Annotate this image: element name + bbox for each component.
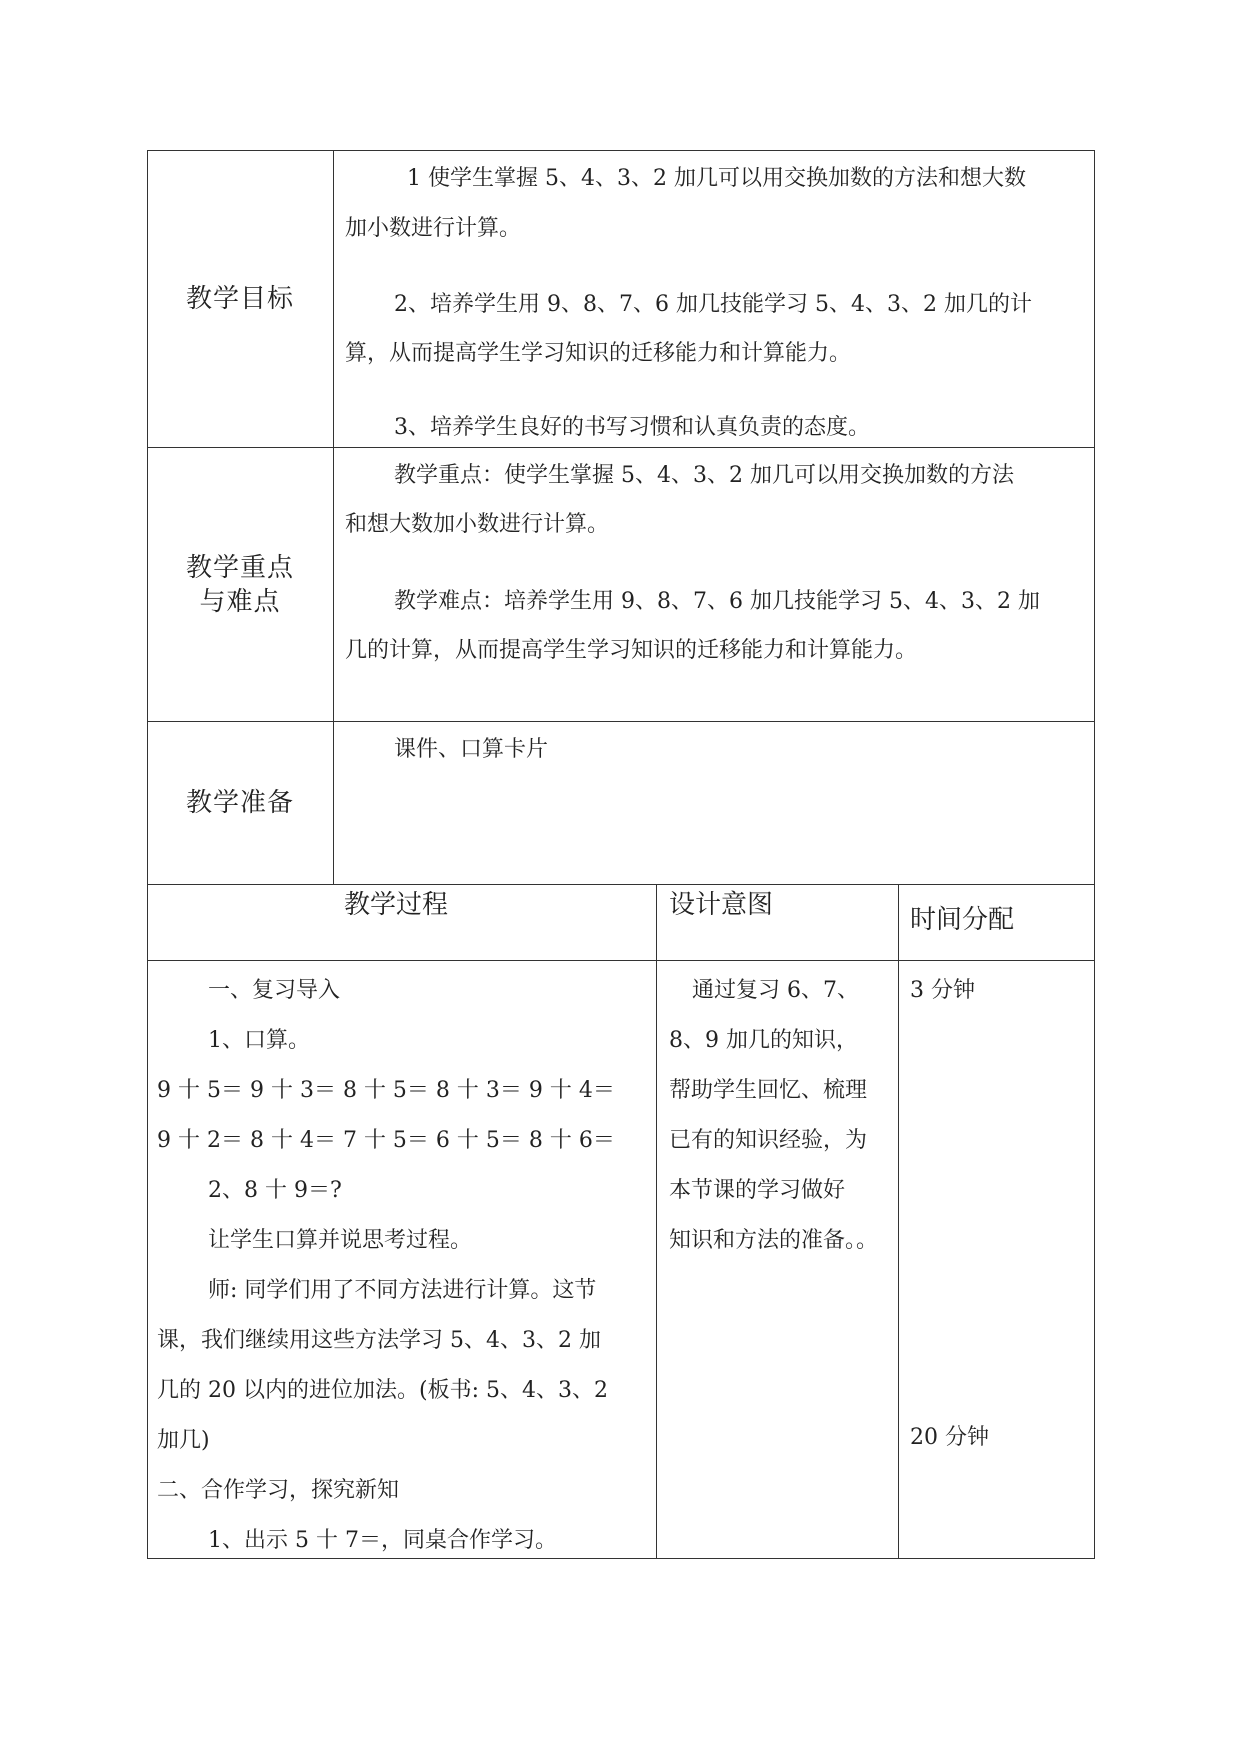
keypoint-line-1: 教学重点：使学生掌握 5、4、3、2 加几可以用交换加数的方法 (394, 463, 1014, 488)
process-line: 一、复习导入 (208, 978, 341, 1003)
process-line: 9 十 2＝ 8 十 4＝ 7 十 5＝ 6 十 5＝ 8 十 6＝ (157, 1128, 615, 1153)
label-column-divider (333, 150, 334, 885)
process-line: 二、合作学习，探究新知 (157, 1478, 400, 1503)
intent-line: 通过复习 6、7、 (692, 978, 859, 1003)
objective-line-5: 3、培养学生良好的书写习惯和认真负责的态度。 (394, 415, 870, 440)
process-line: 课，我们继续用这些方法学习 5、4、3、2 加 (157, 1328, 601, 1353)
intent-line: 已有的知识经验，为 (669, 1128, 868, 1153)
process-line: 让学生口算并说思考过程。 (208, 1228, 473, 1253)
intent-time-divider (898, 884, 899, 1559)
intent-line: 本节课的学习做好 (669, 1178, 846, 1203)
objective-line-3: 2、培养学生用 9、8、7、6 加几技能学习 5、4、3、2 加几的计 (394, 292, 1032, 317)
time-entry: 20 分钟 (910, 1425, 989, 1450)
preparation-label: 教学准备 (185, 788, 294, 818)
process-line: 几的 20 以内的进位加法。(板书: 5、4、3、2 (157, 1378, 608, 1403)
process-line: 师: 同学们用了不同方法进行计算。这节 (208, 1278, 597, 1303)
process-line: 加几) (157, 1428, 210, 1453)
process-header: 教学过程 (344, 890, 449, 920)
time-entry: 3 分钟 (910, 978, 975, 1003)
keypoint-line-3: 教学难点：培养学生用 9、8、7、6 加几技能学习 5、4、3、2 加 (394, 589, 1040, 614)
process-line: 1、口算。 (208, 1028, 310, 1053)
process-line: 2、8 十 9＝? (208, 1178, 342, 1203)
keypoint-line-2: 和想大数加小数进行计算。 (345, 512, 610, 537)
intent-line: 帮助学生回忆、梳理 (669, 1078, 868, 1103)
objectives-label: 教学目标 (185, 284, 294, 314)
process-header-divider (147, 960, 1095, 961)
time-header: 时间分配 (910, 905, 1015, 935)
preparation-text: 课件、口算卡片 (394, 737, 549, 762)
keypoints-label: 教学重点 与难点 (185, 552, 294, 617)
process-line: 1、出示 5 十 7＝，同桌合作学习。 (208, 1528, 557, 1553)
intent-line: 8、9 加几的知识， (669, 1028, 858, 1053)
objective-line-1: 1 使学生掌握 5、4、3、2 加几可以用交换加数的方法和想大数 (407, 166, 1026, 191)
process-intent-divider (656, 884, 657, 1559)
objective-line-4: 算，从而提高学生学习知识的迁移能力和计算能力。 (345, 341, 852, 366)
intent-header: 设计意图 (669, 890, 774, 920)
process-line: 9 十 5＝ 9 十 3＝ 8 十 5＝ 8 十 3＝ 9 十 4＝ (157, 1078, 615, 1103)
keypoint-line-4: 几的计算，从而提高学生学习知识的迁移能力和计算能力。 (345, 638, 918, 663)
objective-line-2: 加小数进行计算。 (345, 216, 522, 241)
intent-line: 知识和方法的准备。。 (669, 1228, 879, 1253)
